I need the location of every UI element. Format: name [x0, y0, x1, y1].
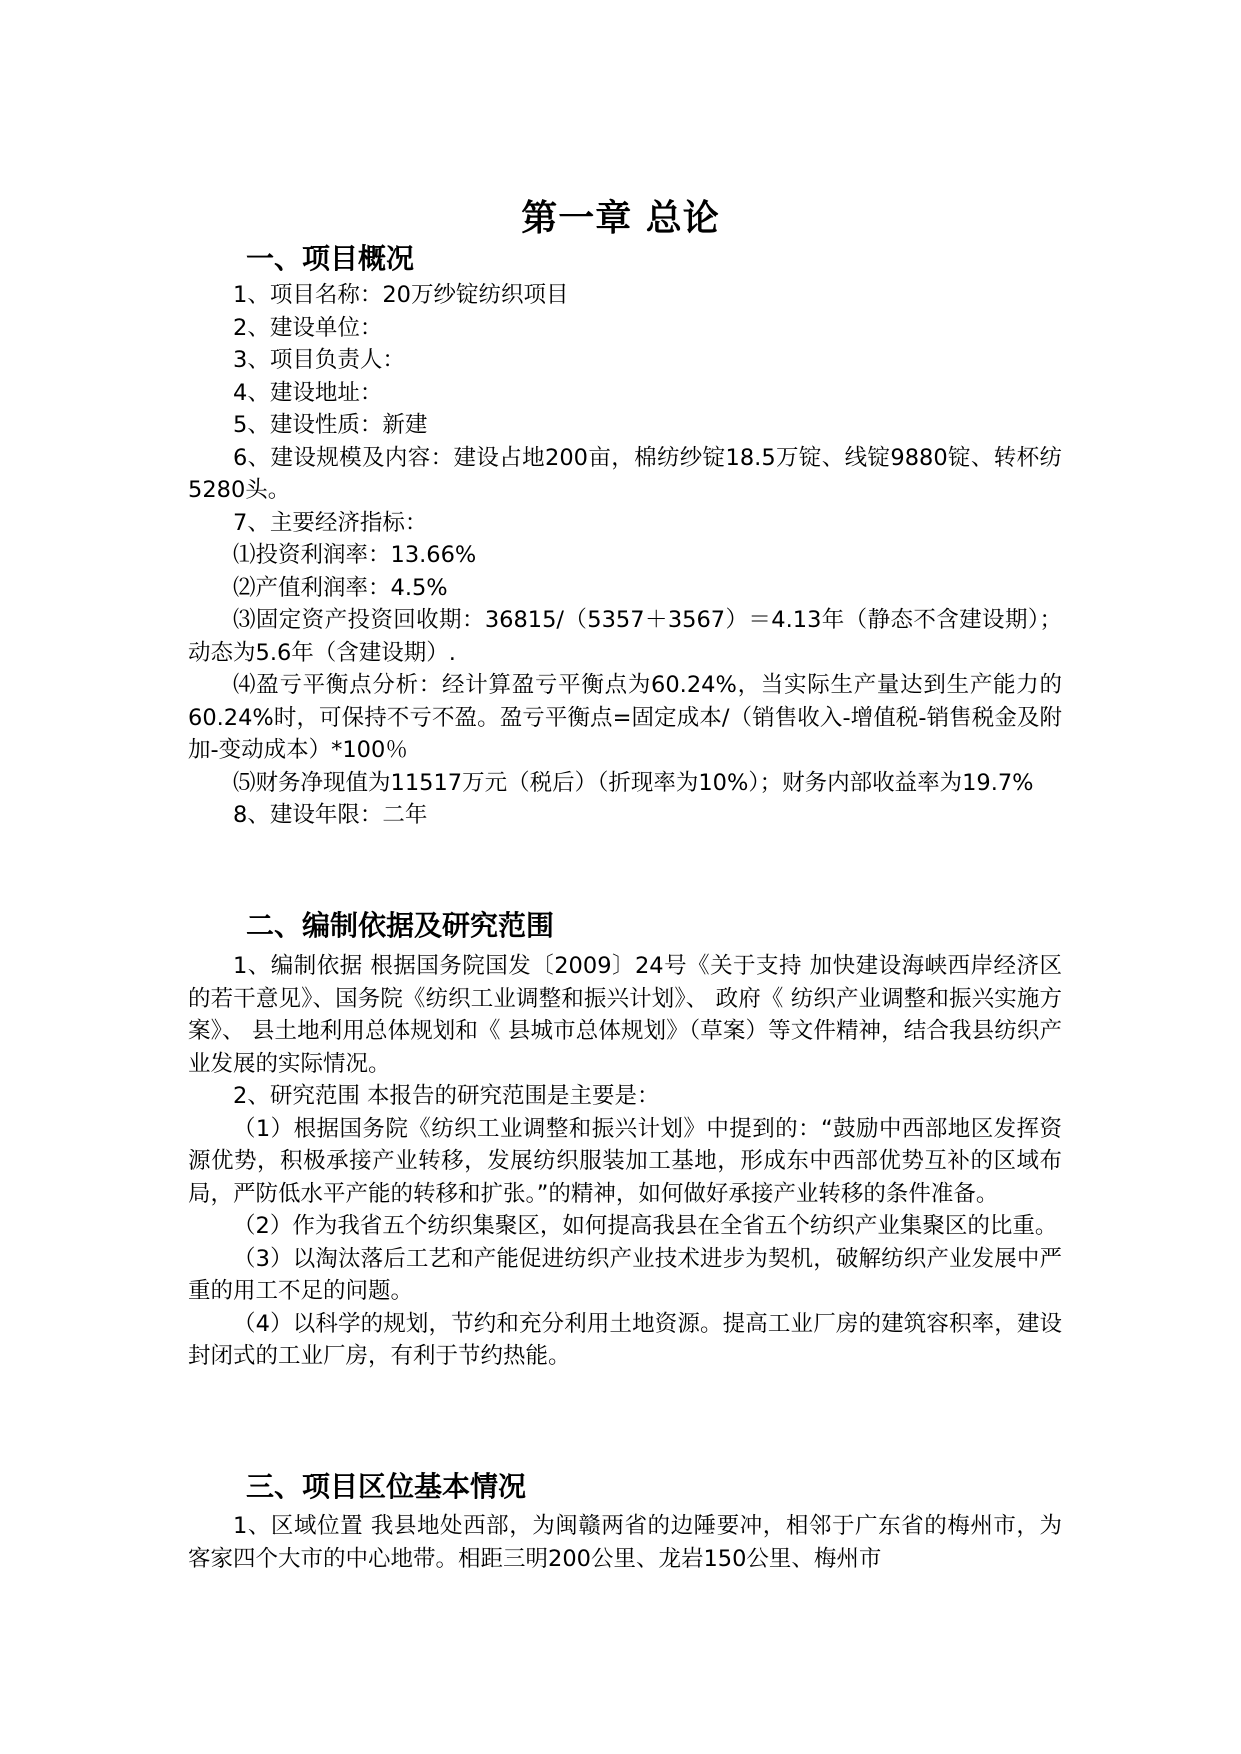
paragraph: （4）以科学的规划，节约和充分利用土地资源。提高工业厂房的建筑容积率，建设封闭式的工业厂房，有利于节约热能。: [188, 1310, 1062, 1369]
paragraph: 6、建设规模及内容：建设占地200亩，棉纺纱锭18.5万锭、线锭9880锭、转杯纺5280头。: [188, 444, 1062, 503]
paragraph: 4、建设地址：: [233, 379, 383, 406]
paragraph: 1、项目名称：20万纱锭纺织项目: [233, 282, 569, 308]
paragraph: 2、研究范围 本报告的研究范围是主要是：: [233, 1083, 660, 1109]
paragraph: ⑸财务净现值为11517万元（税后）（折现率为10%）；财务内部收益率为19.7%: [233, 769, 1034, 796]
paragraph: ⑷盈亏平衡点分析：经计算盈亏平衡点为60.24%，当实际生产量达到生产能力的60.24%时，可保持不亏不盈。盈亏平衡点=固定成本/（销售收入-增值税-销售税金及附加-变动成本）*100％: [188, 672, 1062, 763]
paragraph: 2、建设单位：: [233, 314, 383, 341]
paragraph: （3）以淘汰落后工艺和产能促进纺织产业技术进步为契机，破解纺织产业发展中严重的用工不足的问题。: [188, 1245, 1062, 1304]
section-heading-location: 三、项目区位基本情况: [246, 1470, 527, 1503]
paragraph: ⑶固定资产投资回收期：36815/（5357＋3567）＝4.13年（静态不含建设期）；动态为5.6年（含建设期）.: [188, 607, 1062, 666]
section-heading-basis: 二、编制依据及研究范围: [246, 909, 555, 942]
paragraph: 8、建设年限：二年: [233, 802, 428, 828]
chapter-title: 第一章 总论: [521, 198, 720, 239]
section-body-location: [188, 1510, 1062, 1575]
paragraph: 1、区域位置 我县地处西部，为闽赣两省的边陲要冲，相邻于广东省的梅州市，为客家四个大市的中心地带。相距三明200公里、龙岩150公里、梅州市: [188, 1513, 1062, 1572]
paragraph: ⑵产值利润率：4.5%: [233, 574, 448, 601]
section-heading-overview: 一、项目概况: [246, 242, 415, 275]
section-body-basis: [188, 950, 1062, 1373]
section-body-overview: [188, 279, 1062, 832]
paragraph: ⑴投资利润率：13.66%: [233, 542, 477, 568]
paragraph: 5、建设性质：新建: [233, 412, 428, 438]
paragraph: （2）作为我省五个纺织集聚区，如何提高我县在全省五个纺织产业集聚区的比重。: [233, 1213, 1058, 1239]
paragraph: 7、主要经济指标：: [233, 509, 428, 536]
paragraph: （1）根据国务院《纺织工业调整和振兴计划》中提到的：“鼓励中西部地区发挥资源优势，积极承接产业转移，发展纺织服装加工基地，形成东中西部优势互补的区域布局，严防低水平产能的转移和扩张。”的精神，如何做好承接产业转移的条件准备。: [188, 1115, 1062, 1207]
paragraph: 1、编制依据 根据国务院国发〔2009〕24号《关于支持 加快建设海峡西岸经济区的若干意见》、国务院《纺织工业调整和振兴计划》、 政府《 纺织产业调整和振兴实施方案》、 县土地利用总体规划和《 县城市总体规划》（草案）等文件精神，结合我县纺织产业发展的实际情况。: [188, 953, 1062, 1077]
paragraph: 3、项目负责人：: [233, 347, 405, 373]
